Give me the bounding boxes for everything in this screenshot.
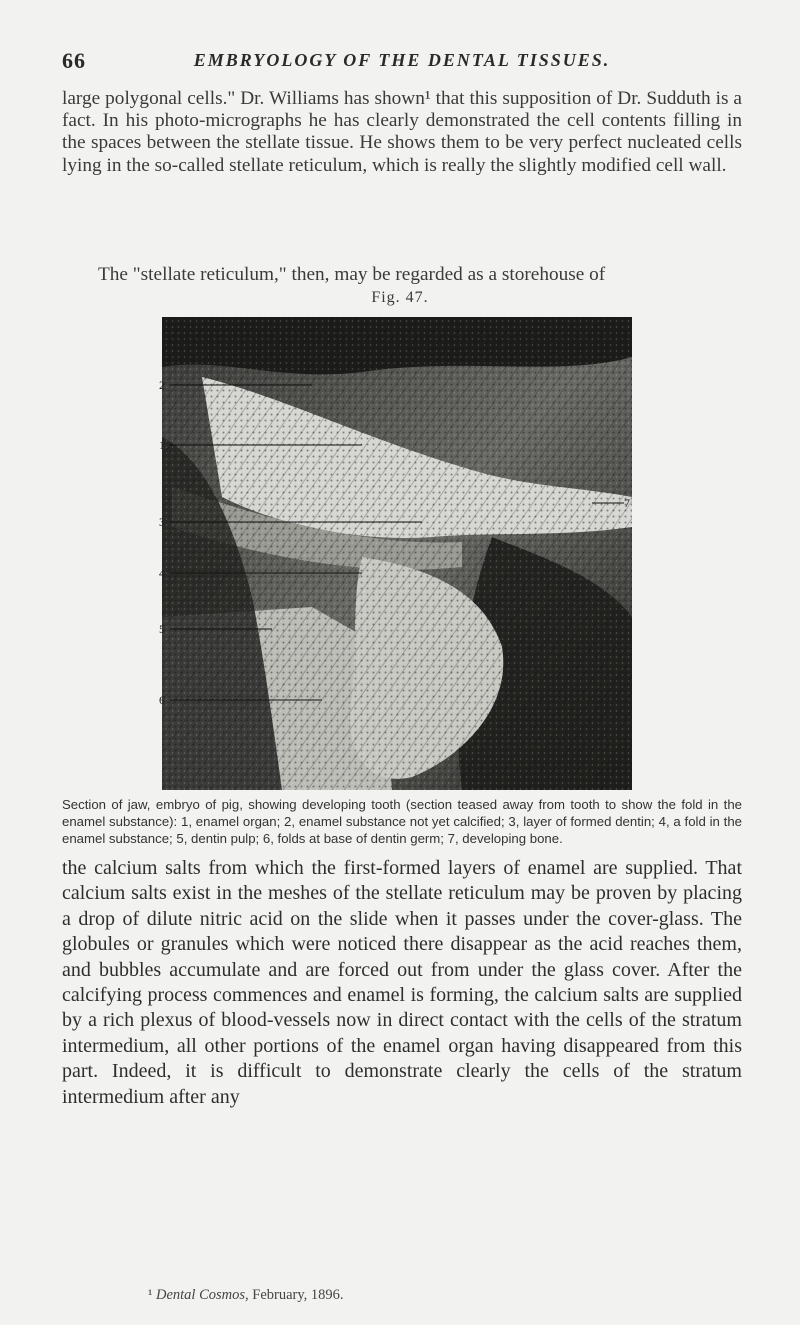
page-number: 66	[62, 48, 86, 73]
footnote-date: February, 1896.	[252, 1287, 344, 1303]
paragraph-top: large polygonal cells." Dr. Williams has shown¹ that this supposition of Dr. Sudduth is a fact. In his photo-micrographs he has clearly demonstrated the cell contents filling in the spaces between the stellate tissue. He shows them to be very perfect nucleated cells lying in the so-called stellate reticulum, which is really the slightly modified cell wall.	[62, 88, 742, 176]
figure-number-4: 4	[159, 566, 165, 580]
footnote-source: Dental Cosmos,	[155, 1287, 249, 1303]
figure-number-2: 2	[159, 378, 165, 392]
paragraph-main: the calcium salts from which the first-formed layers of enamel are supplied. That calcium salts exist in the meshes of the stellate reticulum may be proven by placing a drop of dilute nitric acid on the slide when it passes under the cover-glass. The globules or granules which were noticed there disappear as the acid reaches them, and bubbles accumulate and are forced out from under the glass cover. After the calcifying process commences and enamel is forming, the calcium salts are supplied by a rich plexus of blood-vessels now in direct contact with the cells of the stratum intermedium, all other portions of the enamel organ having disappeared from this part. Indeed, it is difficult to demonstrate clearly the cells of the stratum intermedium after any	[62, 857, 742, 1108]
micrograph-image	[159, 317, 632, 790]
figure-caption: Section of jaw, embryo of pig, showing developing tooth (section teased away from tooth to show the fold in the enamel substance): 1, enamel organ; 2, enamel substance not yet calcified; 3, layer of formed dentin; 4, a fold in the enamel substance; 5, dentin pulp; 6, folds at base of dentin germ; 7, developing bone.	[62, 797, 742, 846]
page-header	[62, 48, 742, 78]
figure-label: Fig. 47.	[371, 289, 429, 306]
figure-number-3: 3	[159, 515, 165, 529]
footnote	[148, 1287, 344, 1304]
figure-number-6: 6	[159, 693, 165, 707]
figure-number-7: 7	[624, 496, 630, 510]
figure-number-5: 5	[159, 622, 165, 636]
footnote-marker: ¹	[148, 1287, 153, 1303]
running-head: EMBRYOLOGY OF THE DENTAL TISSUES.	[193, 50, 611, 70]
paragraph-second: The "stellate reticulum," then, may be regarded as a storehouse of	[98, 264, 606, 285]
figure-micrograph	[159, 317, 632, 790]
figure-number-1: 1	[159, 438, 165, 452]
